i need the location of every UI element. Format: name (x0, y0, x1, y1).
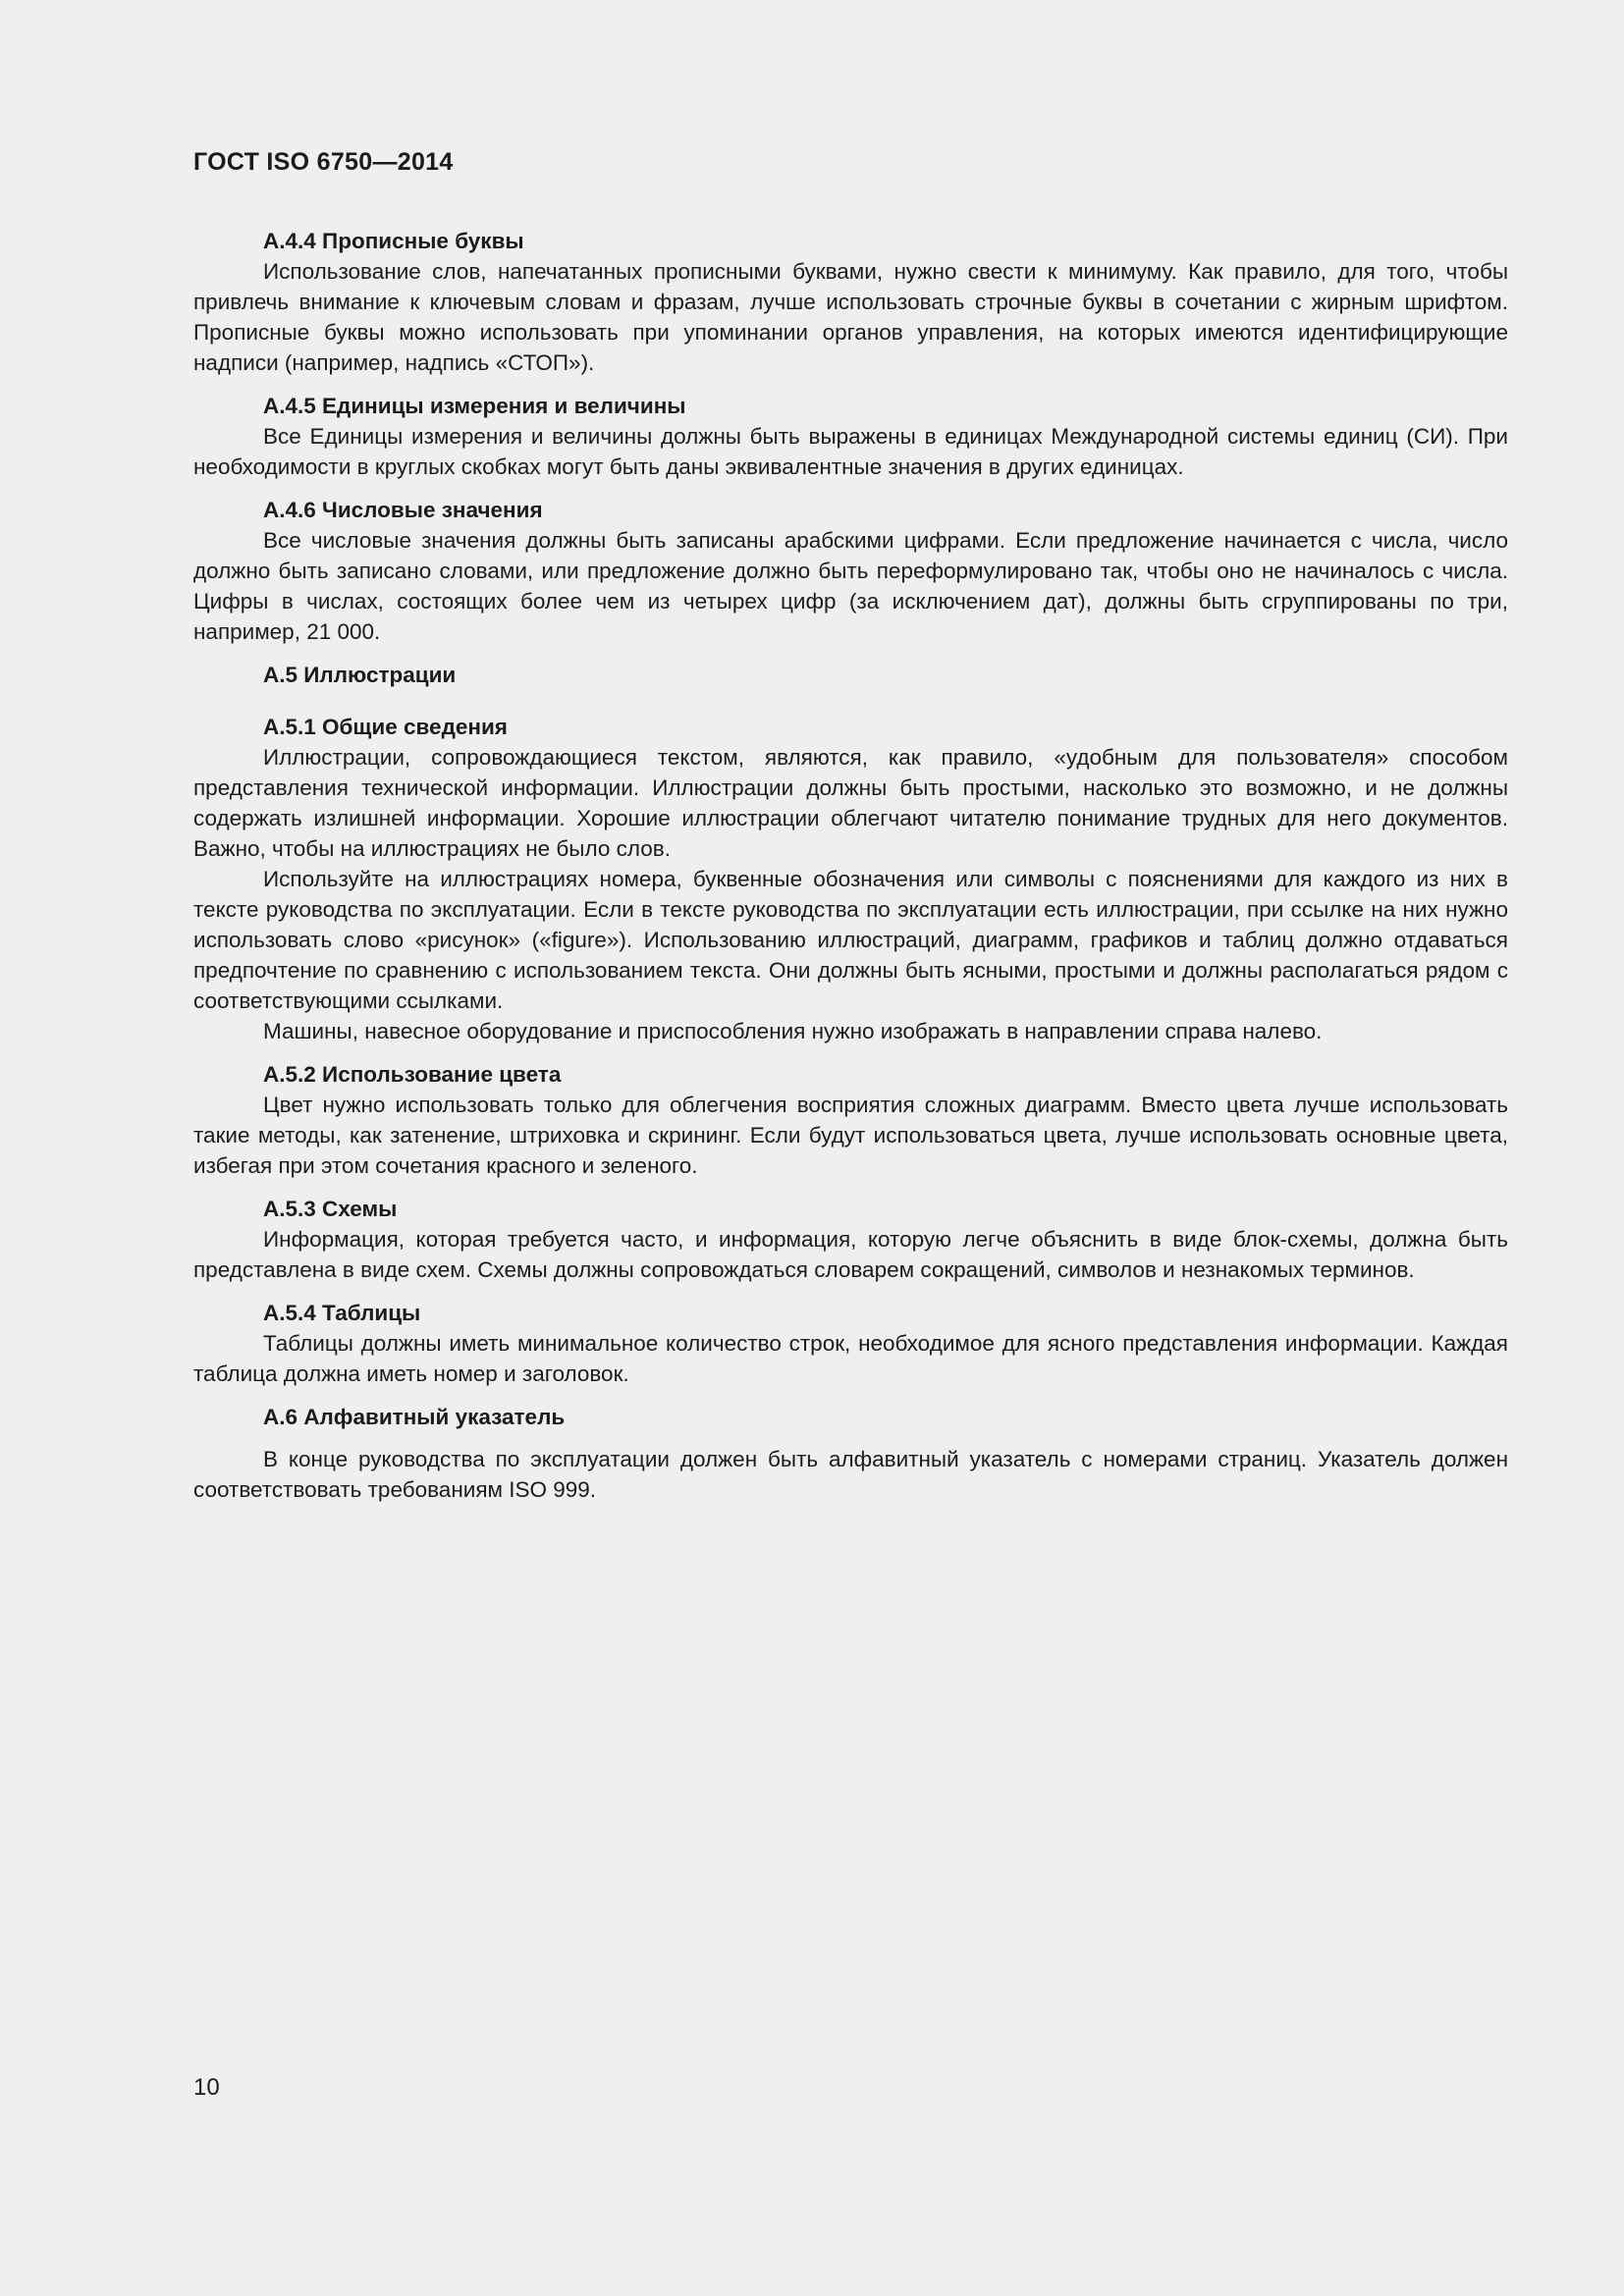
section-title: А.5.4 Таблицы (263, 1301, 421, 1325)
section-title: А.4.5 Единицы измерения и величины (263, 394, 686, 418)
section-a-5-3 (193, 1194, 1508, 1285)
section-a-5-1 (193, 712, 1508, 1046)
section-a-4-5 (193, 391, 1508, 482)
paragraph: Информация, которая требуется часто, и информация, которую легче объяснить в виде блок-схемы, должна быть представлена в виде схем. Схемы должны сопровождаться словарем сокращений, символов и незнакомых терминов. (193, 1227, 1508, 1282)
paragraph: Иллюстрации, сопровождающиеся текстом, являются, как правило, «удобным для пользователя» способом представления технической информации. Иллюстрации должны быть простыми, насколько это возможно, и не должны содержать излишней информации. Хорошие иллюстрации облегчают читателю понимание трудных для него документов. Важно, чтобы на иллюстрациях не было слов. (193, 745, 1508, 861)
paragraph: Все Единицы измерения и величины должны быть выражены в единицах Международной системы единиц (СИ). При необходимости в круглых скобках могут быть даны эквивалентные значения в других единицах. (193, 424, 1508, 479)
paragraph: Все числовые значения должны быть записаны арабскими цифрами. Если предложение начинается с числа, число должно быть записано словами, или предложение должно быть переформулировано так, чтобы оно не начиналось с числа. Цифры в числах, состоящих более чем из четырех цифр (за исключением дат), должны быть сгруппированы по три, например, 21 000. (193, 528, 1508, 644)
paragraph: Используйте на иллюстрациях номера, буквенные обозначения или символы с пояснениями для каждого из них в тексте руководства по эксплуатации. Если в тексте руководства по эксплуатации есть иллюстрации, при ссылке на них нужно использовать слово «рисунок» («figure»). Использованию иллюстраций, диаграмм, графиков и таблиц должно отдаваться предпочтение по сравнению с использованием текста. Они должны быть ясными, простыми и должны располагаться рядом с соответствующими ссылками. (193, 867, 1508, 1013)
page-number: 10 (193, 2074, 220, 2101)
section-title: А.5.2 Использование цвета (263, 1062, 562, 1087)
section-title: А.5 Иллюстрации (263, 663, 457, 687)
paragraph: Машины, навесное оборудование и приспособления нужно изображать в направлении справа налево. (263, 1019, 1323, 1043)
section-a-6 (193, 1402, 1508, 1505)
paragraph: Таблицы должны иметь минимальное количество строк, необходимое для ясного представления информации. Каждая таблица должна иметь номер и заголовок. (193, 1331, 1508, 1386)
section-a-5 (193, 660, 1508, 690)
document-body (193, 226, 1508, 1518)
section-a-4-4 (193, 226, 1508, 378)
section-a-5-4 (193, 1298, 1508, 1389)
section-title: А.4.4 Прописные буквы (263, 229, 524, 253)
section-title: А.5.3 Схемы (263, 1197, 398, 1221)
document-header: ГОСТ ISO 6750—2014 (193, 148, 454, 176)
section-title: А.4.6 Числовые значения (263, 498, 543, 522)
paragraph: В конце руководства по эксплуатации должен быть алфавитный указатель с номерами страниц. Указатель должен соответствовать требованиям ISO 999. (193, 1447, 1508, 1502)
section-title: А.6 Алфавитный указатель (263, 1405, 566, 1429)
section-a-4-6 (193, 495, 1508, 647)
section-a-5-2 (193, 1059, 1508, 1181)
section-title: А.5.1 Общие сведения (263, 715, 508, 739)
paragraph: Цвет нужно использовать только для облегчения восприятия сложных диаграмм. Вместо цвета лучше использовать такие методы, как затенение, штриховка и скрининг. Если будут использоваться цвета, лучше использовать основные цвета, избегая при этом сочетания красного и зеленого. (193, 1093, 1508, 1178)
paragraph: Использование слов, напечатанных прописными буквами, нужно свести к минимуму. Как правило, для того, чтобы привлечь внимание к ключевым словам и фразам, лучше использовать строчные буквы в сочетании с жирным шрифтом. Прописные буквы можно использовать при упоминании органов управления, на которых имеются идентифицирующие надписи (например, надпись «СТОП»). (193, 259, 1508, 375)
